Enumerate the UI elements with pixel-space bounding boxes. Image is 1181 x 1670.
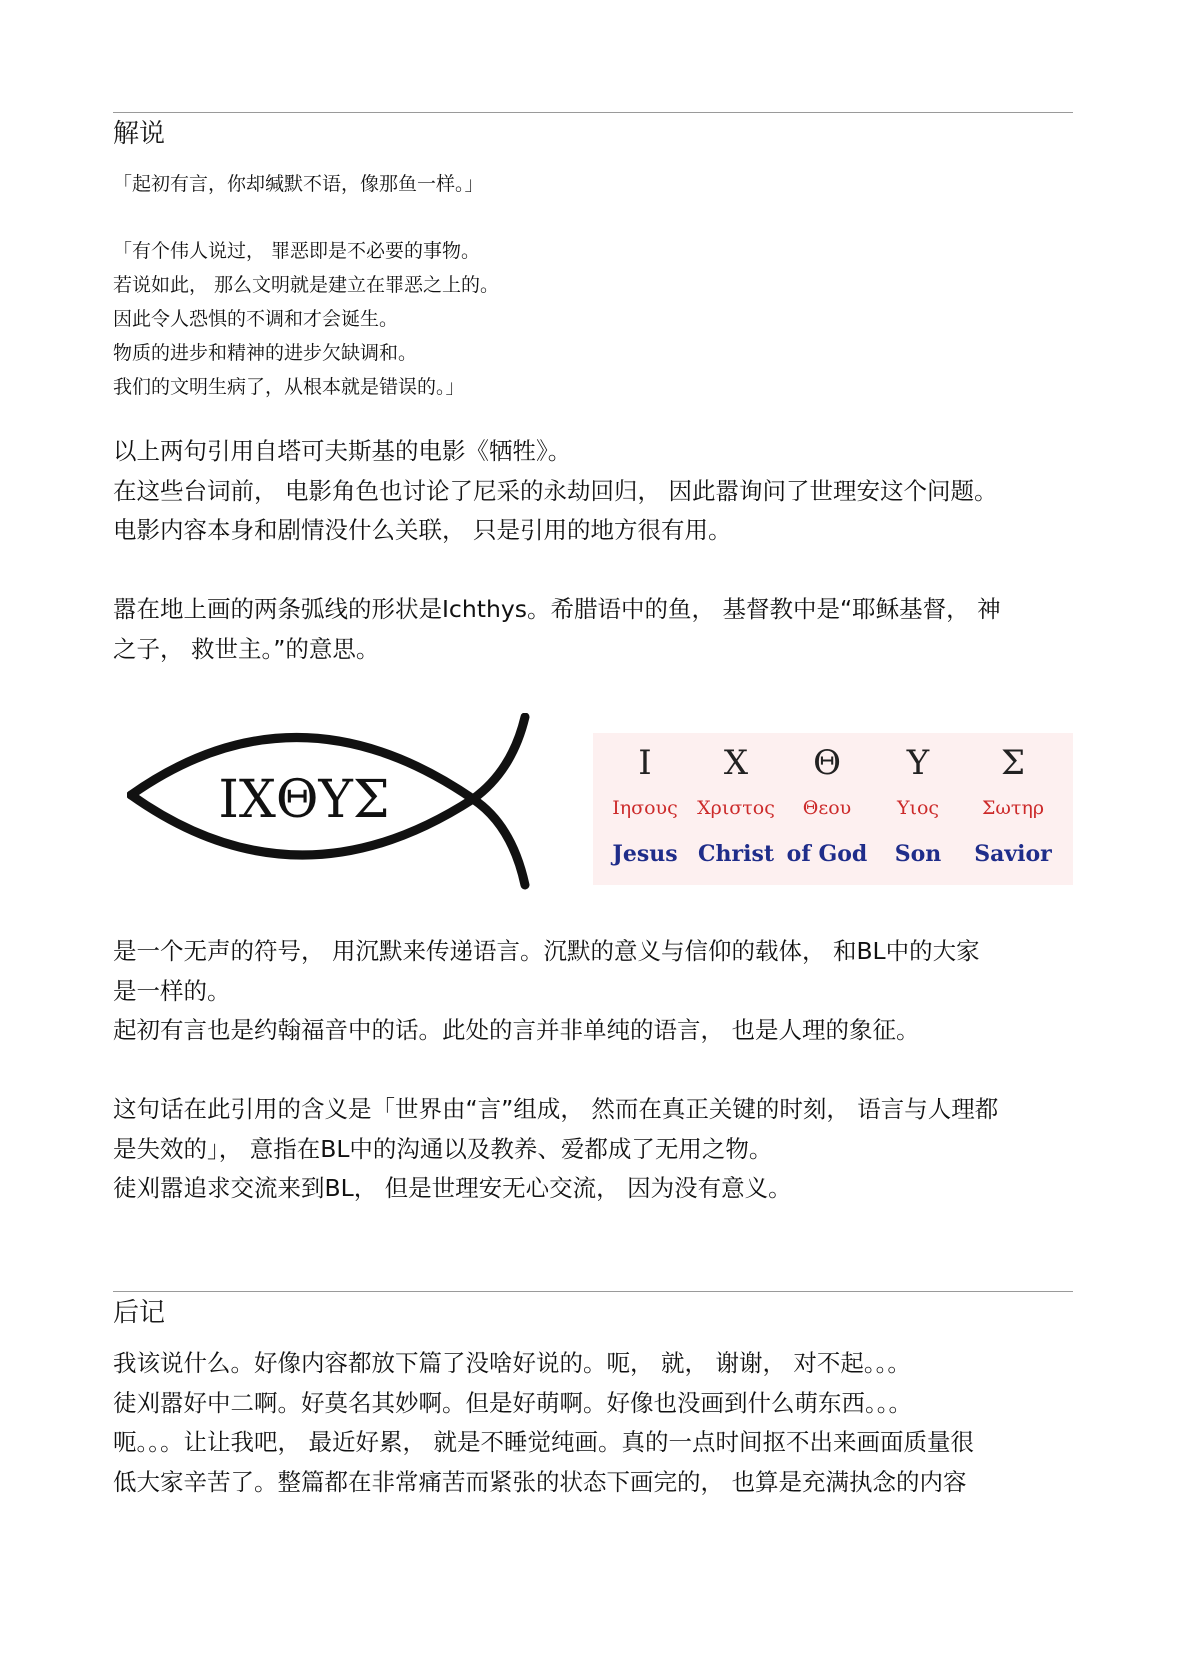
paragraph xyxy=(113,432,1073,551)
english-word: Son xyxy=(894,841,942,867)
ichthys-fish-symbol xyxy=(127,713,547,893)
paragraph-line: 是一个无声的符号， 用沉默来传递语言。沉默的意义与信仰的载体， 和BL中的大家 xyxy=(113,937,980,965)
section-divider xyxy=(113,1291,1073,1292)
paragraph-line: 呃。。。让让我吧， 最近好累， 就是不睡觉纯画。真的一点时间抠不出来画面质量很 xyxy=(113,1428,974,1456)
section-heading-commentary: 解说 xyxy=(113,119,166,149)
paragraph-line: 起初有言也是约翰福音中的话。此处的言并非单纯的语言， 也是人理的象征。 xyxy=(113,1016,920,1044)
quote-line: 物质的进步和精神的进步欠缺调和。 xyxy=(113,342,418,364)
greek-word: Χριστος xyxy=(697,797,775,819)
quote-line: 若说如此， 那么文明就是建立在罪恶之上的。 xyxy=(113,274,500,296)
paragraph xyxy=(113,1344,1073,1502)
greek-letter: Θ xyxy=(813,743,841,783)
greek-letter: Χ xyxy=(723,743,749,783)
ichthys-acronym-table xyxy=(593,733,1073,885)
greek-letter: Σ xyxy=(1000,743,1026,783)
quote-line: 「起初有言，你却缄默不语，像那鱼一样。」 xyxy=(113,173,484,195)
greek-word: Σωτηρ xyxy=(982,797,1044,819)
english-word: Savior xyxy=(974,841,1052,867)
paragraph-line: 我该说什么。好像内容都放下篇了没啥好说的。呃， 就， 谢谢， 对不起。。。 xyxy=(113,1349,911,1377)
paragraph-line: 这句话在此引用的含义是「世界由“言”组成， 然而在真正关键的时刻， 语言与人理都 xyxy=(113,1095,999,1123)
paragraph-line: 电影内容本身和剧情没什么关联， 只是引用的地方很有用。 xyxy=(113,516,732,544)
paragraph-line: 之子， 救世主。”的意思。 xyxy=(113,634,380,663)
english-word: Jesus xyxy=(612,841,678,867)
paragraph-line: 嚣在地上画的两条弧线的形状是Ichthys。希腊语中的鱼， 基督教中是“耶稣基督， 神 xyxy=(113,595,1001,623)
paragraph-line: 是一样的。 xyxy=(113,976,231,1005)
paragraph xyxy=(113,932,1073,1051)
english-word: of God xyxy=(786,841,868,867)
paragraph xyxy=(113,590,1073,669)
english-word: Christ xyxy=(697,841,774,867)
paragraph xyxy=(113,1090,1073,1209)
fish-text: ΙΧΘΥΣ xyxy=(218,770,390,830)
paragraph-line: 徒刈嚣好中二啊。好莫名其妙啊。但是好萌啊。好像也没画到什么萌东西。。。 xyxy=(113,1388,912,1417)
quote-line: 因此令人恐惧的不调和才会诞生。 xyxy=(113,308,399,330)
paragraph-line: 以上两句引用自塔可夫斯基的电影《牺牲》。 xyxy=(113,437,572,465)
quote-line: 「有个伟人说过， 罪恶即是不必要的事物。 xyxy=(113,240,481,262)
greek-letter: Ι xyxy=(638,743,652,783)
greek-word: Θεου xyxy=(802,797,852,819)
paragraph-line: 低大家辛苦了。整篇都在非常痛苦而紧张的状态下画完的， 也算是充满执念的内容 xyxy=(113,1467,967,1496)
greek-letter: Υ xyxy=(906,743,930,783)
greek-word: Ιησους xyxy=(612,797,678,819)
paragraph-line: 徒刈嚣追求交流来到BL， 但是世理安无心交流， 因为没有意义。 xyxy=(113,1174,792,1202)
quote-line: 我们的文明生病了，从根本就是错误的。」 xyxy=(113,376,465,398)
paragraph-line: 是失效的」， 意指在BL中的沟通以及教养、爱都成了无用之物。 xyxy=(113,1134,773,1163)
section-divider xyxy=(113,112,1073,113)
paragraph-line: 在这些台词前， 电影角色也讨论了尼采的永劫回归， 因此嚣询问了世理安这个问题。 xyxy=(113,476,998,505)
section-heading-afterword: 后记 xyxy=(113,1298,166,1328)
greek-word: Υιος xyxy=(896,797,940,819)
